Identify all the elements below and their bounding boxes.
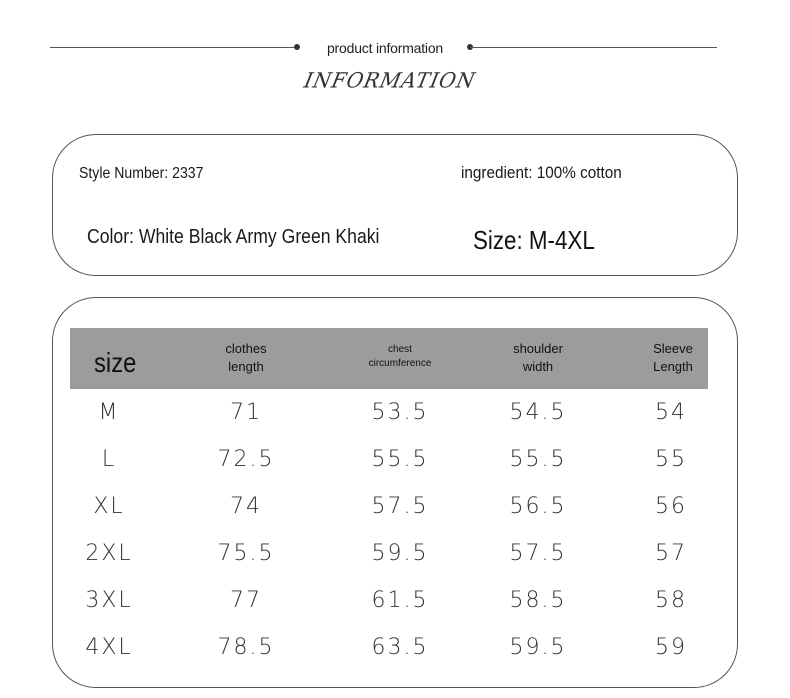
cell-clothes-length: 74 xyxy=(230,494,262,519)
cell-clothes-length: 78.5 xyxy=(217,635,275,660)
cell-sleeve: 55 xyxy=(655,447,687,472)
size-range: Size: M-4XL xyxy=(473,225,595,255)
cell-chest: 59.5 xyxy=(371,541,429,566)
cell-chest: 63.5 xyxy=(371,635,429,660)
header-script-title: INFORMATION xyxy=(301,67,479,93)
header-clothes-length xyxy=(198,340,294,375)
header-chest xyxy=(350,343,450,370)
cell-sleeve: 58 xyxy=(655,588,687,613)
header-shoulder xyxy=(490,340,586,375)
cell-chest: 53.5 xyxy=(371,400,429,425)
cell-shoulder: 55.5 xyxy=(509,447,567,472)
cell-size: 2XL xyxy=(85,541,133,566)
ingredient: ingredient: 100% cotton xyxy=(461,163,622,182)
cell-size: M xyxy=(98,400,120,425)
header-clothes-length-line1: clothes xyxy=(225,341,267,356)
cell-size: L xyxy=(101,447,117,472)
table-row xyxy=(70,494,708,534)
cell-clothes-length: 77 xyxy=(230,588,262,613)
header-sleeve-line2: Length xyxy=(653,358,693,374)
size-table-card xyxy=(52,297,738,688)
cell-shoulder: 56.5 xyxy=(509,494,567,519)
style-number: Style Number: 2337 xyxy=(79,165,204,182)
table-row xyxy=(70,541,708,581)
header-sleeve xyxy=(628,340,718,375)
cell-chest: 57.5 xyxy=(371,494,429,519)
header-chest-line2: circumference xyxy=(368,357,432,369)
table-row xyxy=(70,400,708,440)
header-title: product information xyxy=(326,40,444,56)
cell-chest: 61.5 xyxy=(371,588,429,613)
cell-shoulder: 54.5 xyxy=(509,400,567,425)
cell-shoulder: 59.5 xyxy=(509,635,567,660)
cell-size: 4XL xyxy=(85,635,133,660)
header-clothes-length-line2: length xyxy=(228,358,264,374)
cell-clothes-length: 71 xyxy=(230,400,262,425)
cell-clothes-length: 75.5 xyxy=(217,541,275,566)
cell-sleeve: 54 xyxy=(655,400,687,425)
product-info-card xyxy=(52,134,738,276)
size-table-header xyxy=(70,328,708,389)
cell-clothes-length: 72.5 xyxy=(217,447,275,472)
table-row xyxy=(70,447,708,487)
cell-size: XL xyxy=(93,494,125,519)
cell-shoulder: 57.5 xyxy=(509,541,567,566)
color-options: Color: White Black Army Green Khaki xyxy=(87,226,380,248)
header-shoulder-line2: width xyxy=(522,358,554,374)
header-sleeve-line1: Sleeve xyxy=(653,341,693,356)
cell-shoulder: 58.5 xyxy=(509,588,567,613)
cell-sleeve: 59 xyxy=(655,635,687,660)
header-line-right xyxy=(470,47,717,48)
table-row xyxy=(70,588,708,628)
cell-size: 3XL xyxy=(85,588,133,613)
header-chest-line1: chest xyxy=(388,344,412,355)
cell-sleeve: 57 xyxy=(655,541,687,566)
cell-chest: 55.5 xyxy=(371,447,429,472)
table-row xyxy=(70,635,708,675)
header-shoulder-line1: shoulder xyxy=(513,341,563,356)
header-size: size xyxy=(94,347,137,378)
cell-sleeve: 56 xyxy=(655,494,687,519)
header-line-left xyxy=(50,47,296,48)
